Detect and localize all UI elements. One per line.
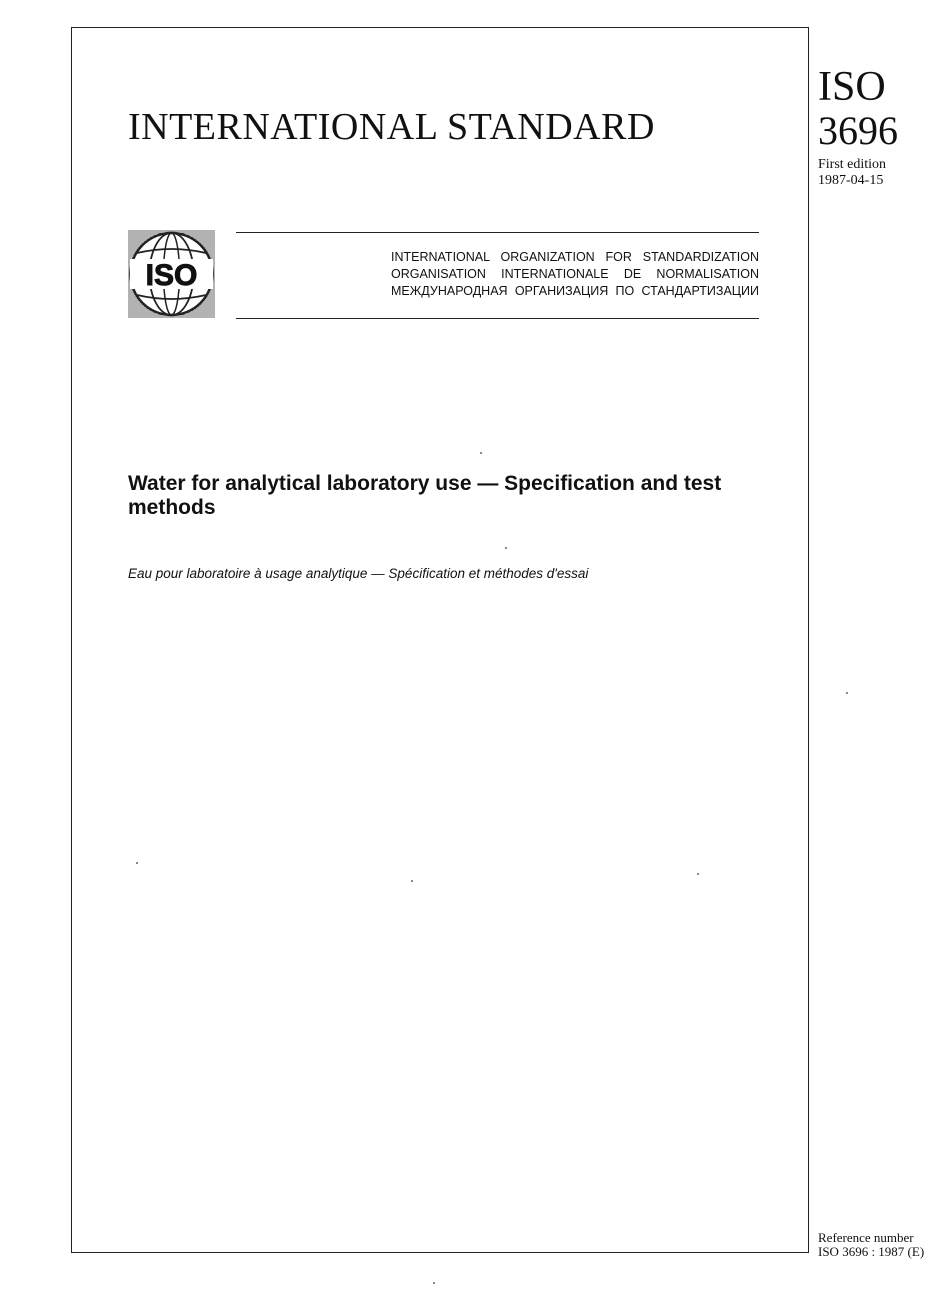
org-name-french: ORGANISATION INTERNATIONALE DE NORMALISATION [391,267,759,281]
iso-logo-icon [128,229,215,319]
iso-logo-text: ISO [145,259,198,292]
standard-number: 3696 [818,108,898,153]
org-rule-top [236,232,759,233]
iso-label: ISO [818,64,886,110]
reference-number: ISO 3696 : 1987 (E) [818,1244,925,1259]
scan-speck [846,692,848,694]
reference-number-label: Reference number [818,1230,914,1245]
document-title-french: Eau pour laboratoire à usage analytique — Spécification et méthodes d'essai [128,566,589,581]
org-rule-bottom [236,318,759,319]
org-name-russian: МЕЖДУНАРОДНАЯ ОРГАНИЗАЦИЯ ПО СТАНДАРТИЗАЦИИ [391,284,759,298]
scan-speck [505,547,507,549]
scan-speck [697,873,699,875]
scan-speck [136,862,138,864]
org-name-english: INTERNATIONAL ORGANIZATION FOR STANDARDIZATION [391,250,759,264]
publication-date: 1987-04-15 [818,173,884,188]
document-title: Water for analytical laboratory use — Specification and test methods [128,472,722,519]
edition-label: First edition [818,157,887,172]
page-border [71,27,809,1253]
scan-speck [480,452,482,454]
scan-speck [433,1282,435,1284]
document-type-heading: INTERNATIONAL STANDARD [128,106,655,148]
scan-speck [411,880,413,882]
